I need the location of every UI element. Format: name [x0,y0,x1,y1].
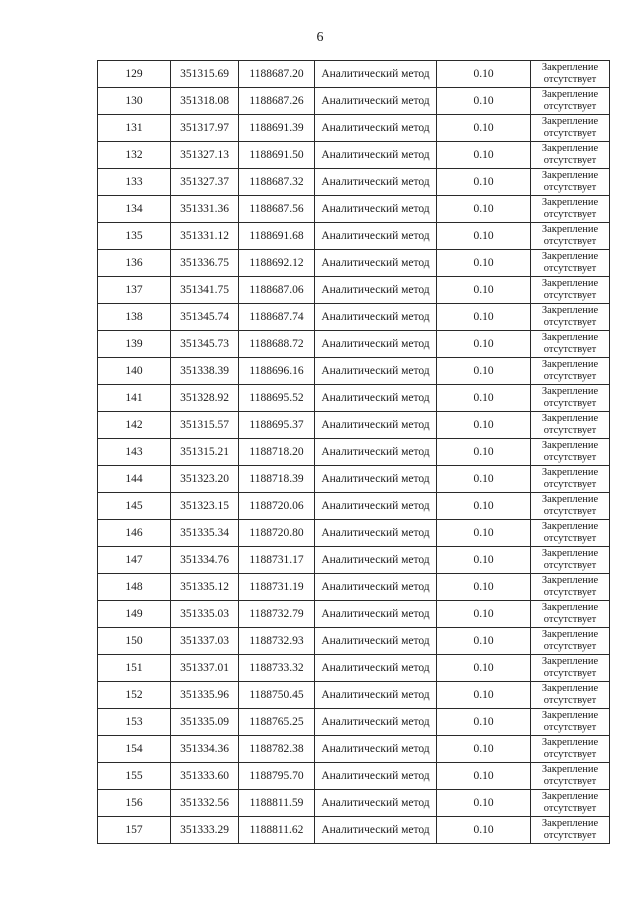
accuracy-cell: 0.10 [437,574,531,601]
fixation-cell: Закрепление отсутствует [531,250,610,277]
coordinate-y-cell: 1188733.32 [239,655,315,682]
coordinate-x-cell: 351323.20 [171,466,239,493]
coordinate-x-cell: 351334.36 [171,736,239,763]
coordinate-y-cell: 1188687.06 [239,277,315,304]
method-cell: Аналитический метод [315,223,437,250]
table-row [98,547,610,574]
point-number-cell: 144 [98,466,171,493]
table-row [98,790,610,817]
coordinate-y-cell: 1188811.59 [239,790,315,817]
accuracy-cell: 0.10 [437,817,531,844]
method-cell: Аналитический метод [315,601,437,628]
coordinate-y-cell: 1188687.26 [239,88,315,115]
coordinate-x-cell: 351334.76 [171,547,239,574]
accuracy-cell: 0.10 [437,682,531,709]
fixation-cell: Закрепление отсутствует [531,169,610,196]
point-number-cell: 147 [98,547,171,574]
coordinate-x-cell: 351327.37 [171,169,239,196]
accuracy-cell: 0.10 [437,250,531,277]
coordinate-x-cell: 351345.73 [171,331,239,358]
page-number: 6 [316,30,324,45]
accuracy-cell: 0.10 [437,304,531,331]
point-number-cell: 149 [98,601,171,628]
coordinate-y-cell: 1188691.50 [239,142,315,169]
table-row [98,358,610,385]
method-cell: Аналитический метод [315,142,437,169]
point-number-cell: 154 [98,736,171,763]
table-row [98,709,610,736]
table-row [98,682,610,709]
coordinate-x-cell: 351328.92 [171,385,239,412]
table-row [98,115,610,142]
coordinate-x-cell: 351337.01 [171,655,239,682]
coordinate-y-cell: 1188691.39 [239,115,315,142]
coordinate-y-cell: 1188720.06 [239,493,315,520]
table-row [98,61,610,88]
point-number-cell: 141 [98,385,171,412]
point-number-cell: 137 [98,277,171,304]
method-cell: Аналитический метод [315,817,437,844]
fixation-cell: Закрепление отсутствует [531,709,610,736]
method-cell: Аналитический метод [315,520,437,547]
method-cell: Аналитический метод [315,412,437,439]
table-row [98,439,610,466]
accuracy-cell: 0.10 [437,493,531,520]
fixation-cell: Закрепление отсутствует [531,142,610,169]
accuracy-cell: 0.10 [437,601,531,628]
accuracy-cell: 0.10 [437,790,531,817]
coordinate-y-cell: 1188687.56 [239,196,315,223]
coordinate-y-cell: 1188750.45 [239,682,315,709]
point-number-cell: 139 [98,331,171,358]
fixation-cell: Закрепление отсутствует [531,601,610,628]
point-number-cell: 135 [98,223,171,250]
accuracy-cell: 0.10 [437,763,531,790]
fixation-cell: Закрепление отсутствует [531,88,610,115]
point-number-cell: 142 [98,412,171,439]
method-cell: Аналитический метод [315,169,437,196]
accuracy-cell: 0.10 [437,466,531,493]
coordinate-y-cell: 1188695.37 [239,412,315,439]
method-cell: Аналитический метод [315,61,437,88]
method-cell: Аналитический метод [315,358,437,385]
coordinate-x-cell: 351315.21 [171,439,239,466]
coordinate-x-cell: 351315.69 [171,61,239,88]
coordinate-y-cell: 1188687.74 [239,304,315,331]
table-row [98,493,610,520]
table-row [98,466,610,493]
fixation-cell: Закрепление отсутствует [531,466,610,493]
fixation-cell: Закрепление отсутствует [531,277,610,304]
point-number-cell: 157 [98,817,171,844]
method-cell: Аналитический метод [315,790,437,817]
fixation-cell: Закрепление отсутствует [531,682,610,709]
method-cell: Аналитический метод [315,304,437,331]
point-number-cell: 145 [98,493,171,520]
coordinate-x-cell: 351317.97 [171,115,239,142]
fixation-cell: Закрепление отсутствует [531,439,610,466]
point-number-cell: 148 [98,574,171,601]
accuracy-cell: 0.10 [437,169,531,196]
table-row [98,520,610,547]
coordinates-table [97,60,610,844]
fixation-cell: Закрепление отсутствует [531,115,610,142]
table-row [98,412,610,439]
point-number-cell: 134 [98,196,171,223]
table-row [98,628,610,655]
table-row [98,601,610,628]
coordinate-x-cell: 351335.09 [171,709,239,736]
coordinate-y-cell: 1188732.93 [239,628,315,655]
method-cell: Аналитический метод [315,385,437,412]
coordinate-x-cell: 351333.29 [171,817,239,844]
point-number-cell: 151 [98,655,171,682]
method-cell: Аналитический метод [315,331,437,358]
accuracy-cell: 0.10 [437,88,531,115]
coordinate-y-cell: 1188687.20 [239,61,315,88]
fixation-cell: Закрепление отсутствует [531,736,610,763]
coordinate-x-cell: 351335.03 [171,601,239,628]
coordinate-x-cell: 351335.12 [171,574,239,601]
coordinate-y-cell: 1188718.20 [239,439,315,466]
fixation-cell: Закрепление отсутствует [531,655,610,682]
table-row [98,304,610,331]
coordinate-x-cell: 351345.74 [171,304,239,331]
method-cell: Аналитический метод [315,547,437,574]
point-number-cell: 132 [98,142,171,169]
accuracy-cell: 0.10 [437,736,531,763]
method-cell: Аналитический метод [315,88,437,115]
fixation-cell: Закрепление отсутствует [531,61,610,88]
method-cell: Аналитический метод [315,736,437,763]
method-cell: Аналитический метод [315,196,437,223]
coordinate-y-cell: 1188765.25 [239,709,315,736]
coordinate-x-cell: 351338.39 [171,358,239,385]
table-row [98,277,610,304]
coordinate-y-cell: 1188731.19 [239,574,315,601]
point-number-cell: 156 [98,790,171,817]
coordinate-y-cell: 1188720.80 [239,520,315,547]
accuracy-cell: 0.10 [437,655,531,682]
point-number-cell: 146 [98,520,171,547]
coordinate-y-cell: 1188692.12 [239,250,315,277]
point-number-cell: 138 [98,304,171,331]
accuracy-cell: 0.10 [437,412,531,439]
accuracy-cell: 0.10 [437,439,531,466]
table-row [98,574,610,601]
accuracy-cell: 0.10 [437,277,531,304]
point-number-cell: 129 [98,61,171,88]
point-number-cell: 150 [98,628,171,655]
table-row [98,196,610,223]
coordinate-y-cell: 1188695.52 [239,385,315,412]
method-cell: Аналитический метод [315,682,437,709]
coordinate-y-cell: 1188688.72 [239,331,315,358]
coordinate-y-cell: 1188732.79 [239,601,315,628]
table-row [98,331,610,358]
fixation-cell: Закрепление отсутствует [531,493,610,520]
table-row [98,169,610,196]
fixation-cell: Закрепление отсутствует [531,358,610,385]
fixation-cell: Закрепление отсутствует [531,304,610,331]
coordinate-y-cell: 1188687.32 [239,169,315,196]
accuracy-cell: 0.10 [437,196,531,223]
coordinate-x-cell: 351335.96 [171,682,239,709]
method-cell: Аналитический метод [315,493,437,520]
accuracy-cell: 0.10 [437,547,531,574]
coordinate-x-cell: 351331.36 [171,196,239,223]
table-row [98,142,610,169]
method-cell: Аналитический метод [315,277,437,304]
coordinate-y-cell: 1188691.68 [239,223,315,250]
fixation-cell: Закрепление отсутствует [531,520,610,547]
coordinate-x-cell: 351333.60 [171,763,239,790]
point-number-cell: 140 [98,358,171,385]
fixation-cell: Закрепление отсутствует [531,385,610,412]
coordinate-y-cell: 1188795.70 [239,763,315,790]
point-number-cell: 153 [98,709,171,736]
coordinate-y-cell: 1188811.62 [239,817,315,844]
method-cell: Аналитический метод [315,574,437,601]
accuracy-cell: 0.10 [437,331,531,358]
method-cell: Аналитический метод [315,709,437,736]
fixation-cell: Закрепление отсутствует [531,196,610,223]
accuracy-cell: 0.10 [437,115,531,142]
table-row [98,250,610,277]
coordinate-x-cell: 351331.12 [171,223,239,250]
method-cell: Аналитический метод [315,439,437,466]
accuracy-cell: 0.10 [437,142,531,169]
coordinate-x-cell: 351336.75 [171,250,239,277]
accuracy-cell: 0.10 [437,385,531,412]
method-cell: Аналитический метод [315,466,437,493]
point-number-cell: 143 [98,439,171,466]
point-number-cell: 133 [98,169,171,196]
point-number-cell: 155 [98,763,171,790]
accuracy-cell: 0.10 [437,628,531,655]
table-row [98,763,610,790]
coordinate-y-cell: 1188696.16 [239,358,315,385]
coordinate-y-cell: 1188718.39 [239,466,315,493]
fixation-cell: Закрепление отсутствует [531,331,610,358]
fixation-cell: Закрепление отсутствует [531,412,610,439]
coordinate-y-cell: 1188782.38 [239,736,315,763]
coordinate-x-cell: 351341.75 [171,277,239,304]
table-row [98,817,610,844]
accuracy-cell: 0.10 [437,358,531,385]
fixation-cell: Закрепление отсутствует [531,628,610,655]
accuracy-cell: 0.10 [437,61,531,88]
table-row [98,736,610,763]
method-cell: Аналитический метод [315,655,437,682]
method-cell: Аналитический метод [315,115,437,142]
coordinate-x-cell: 351318.08 [171,88,239,115]
fixation-cell: Закрепление отсутствует [531,763,610,790]
method-cell: Аналитический метод [315,250,437,277]
method-cell: Аналитический метод [315,763,437,790]
method-cell: Аналитический метод [315,628,437,655]
point-number-cell: 152 [98,682,171,709]
point-number-cell: 131 [98,115,171,142]
fixation-cell: Закрепление отсутствует [531,790,610,817]
table-row [98,88,610,115]
coordinate-y-cell: 1188731.17 [239,547,315,574]
table-row [98,385,610,412]
fixation-cell: Закрепление отсутствует [531,547,610,574]
accuracy-cell: 0.10 [437,223,531,250]
coordinate-x-cell: 351323.15 [171,493,239,520]
table-row [98,223,610,250]
coordinate-x-cell: 351327.13 [171,142,239,169]
fixation-cell: Закрепление отсутствует [531,223,610,250]
point-number-cell: 130 [98,88,171,115]
point-number-cell: 136 [98,250,171,277]
coordinate-x-cell: 351332.56 [171,790,239,817]
coordinate-x-cell: 351337.03 [171,628,239,655]
coordinate-x-cell: 351315.57 [171,412,239,439]
fixation-cell: Закрепление отсутствует [531,574,610,601]
table-row [98,655,610,682]
accuracy-cell: 0.10 [437,709,531,736]
accuracy-cell: 0.10 [437,520,531,547]
coordinate-x-cell: 351335.34 [171,520,239,547]
fixation-cell: Закрепление отсутствует [531,817,610,844]
